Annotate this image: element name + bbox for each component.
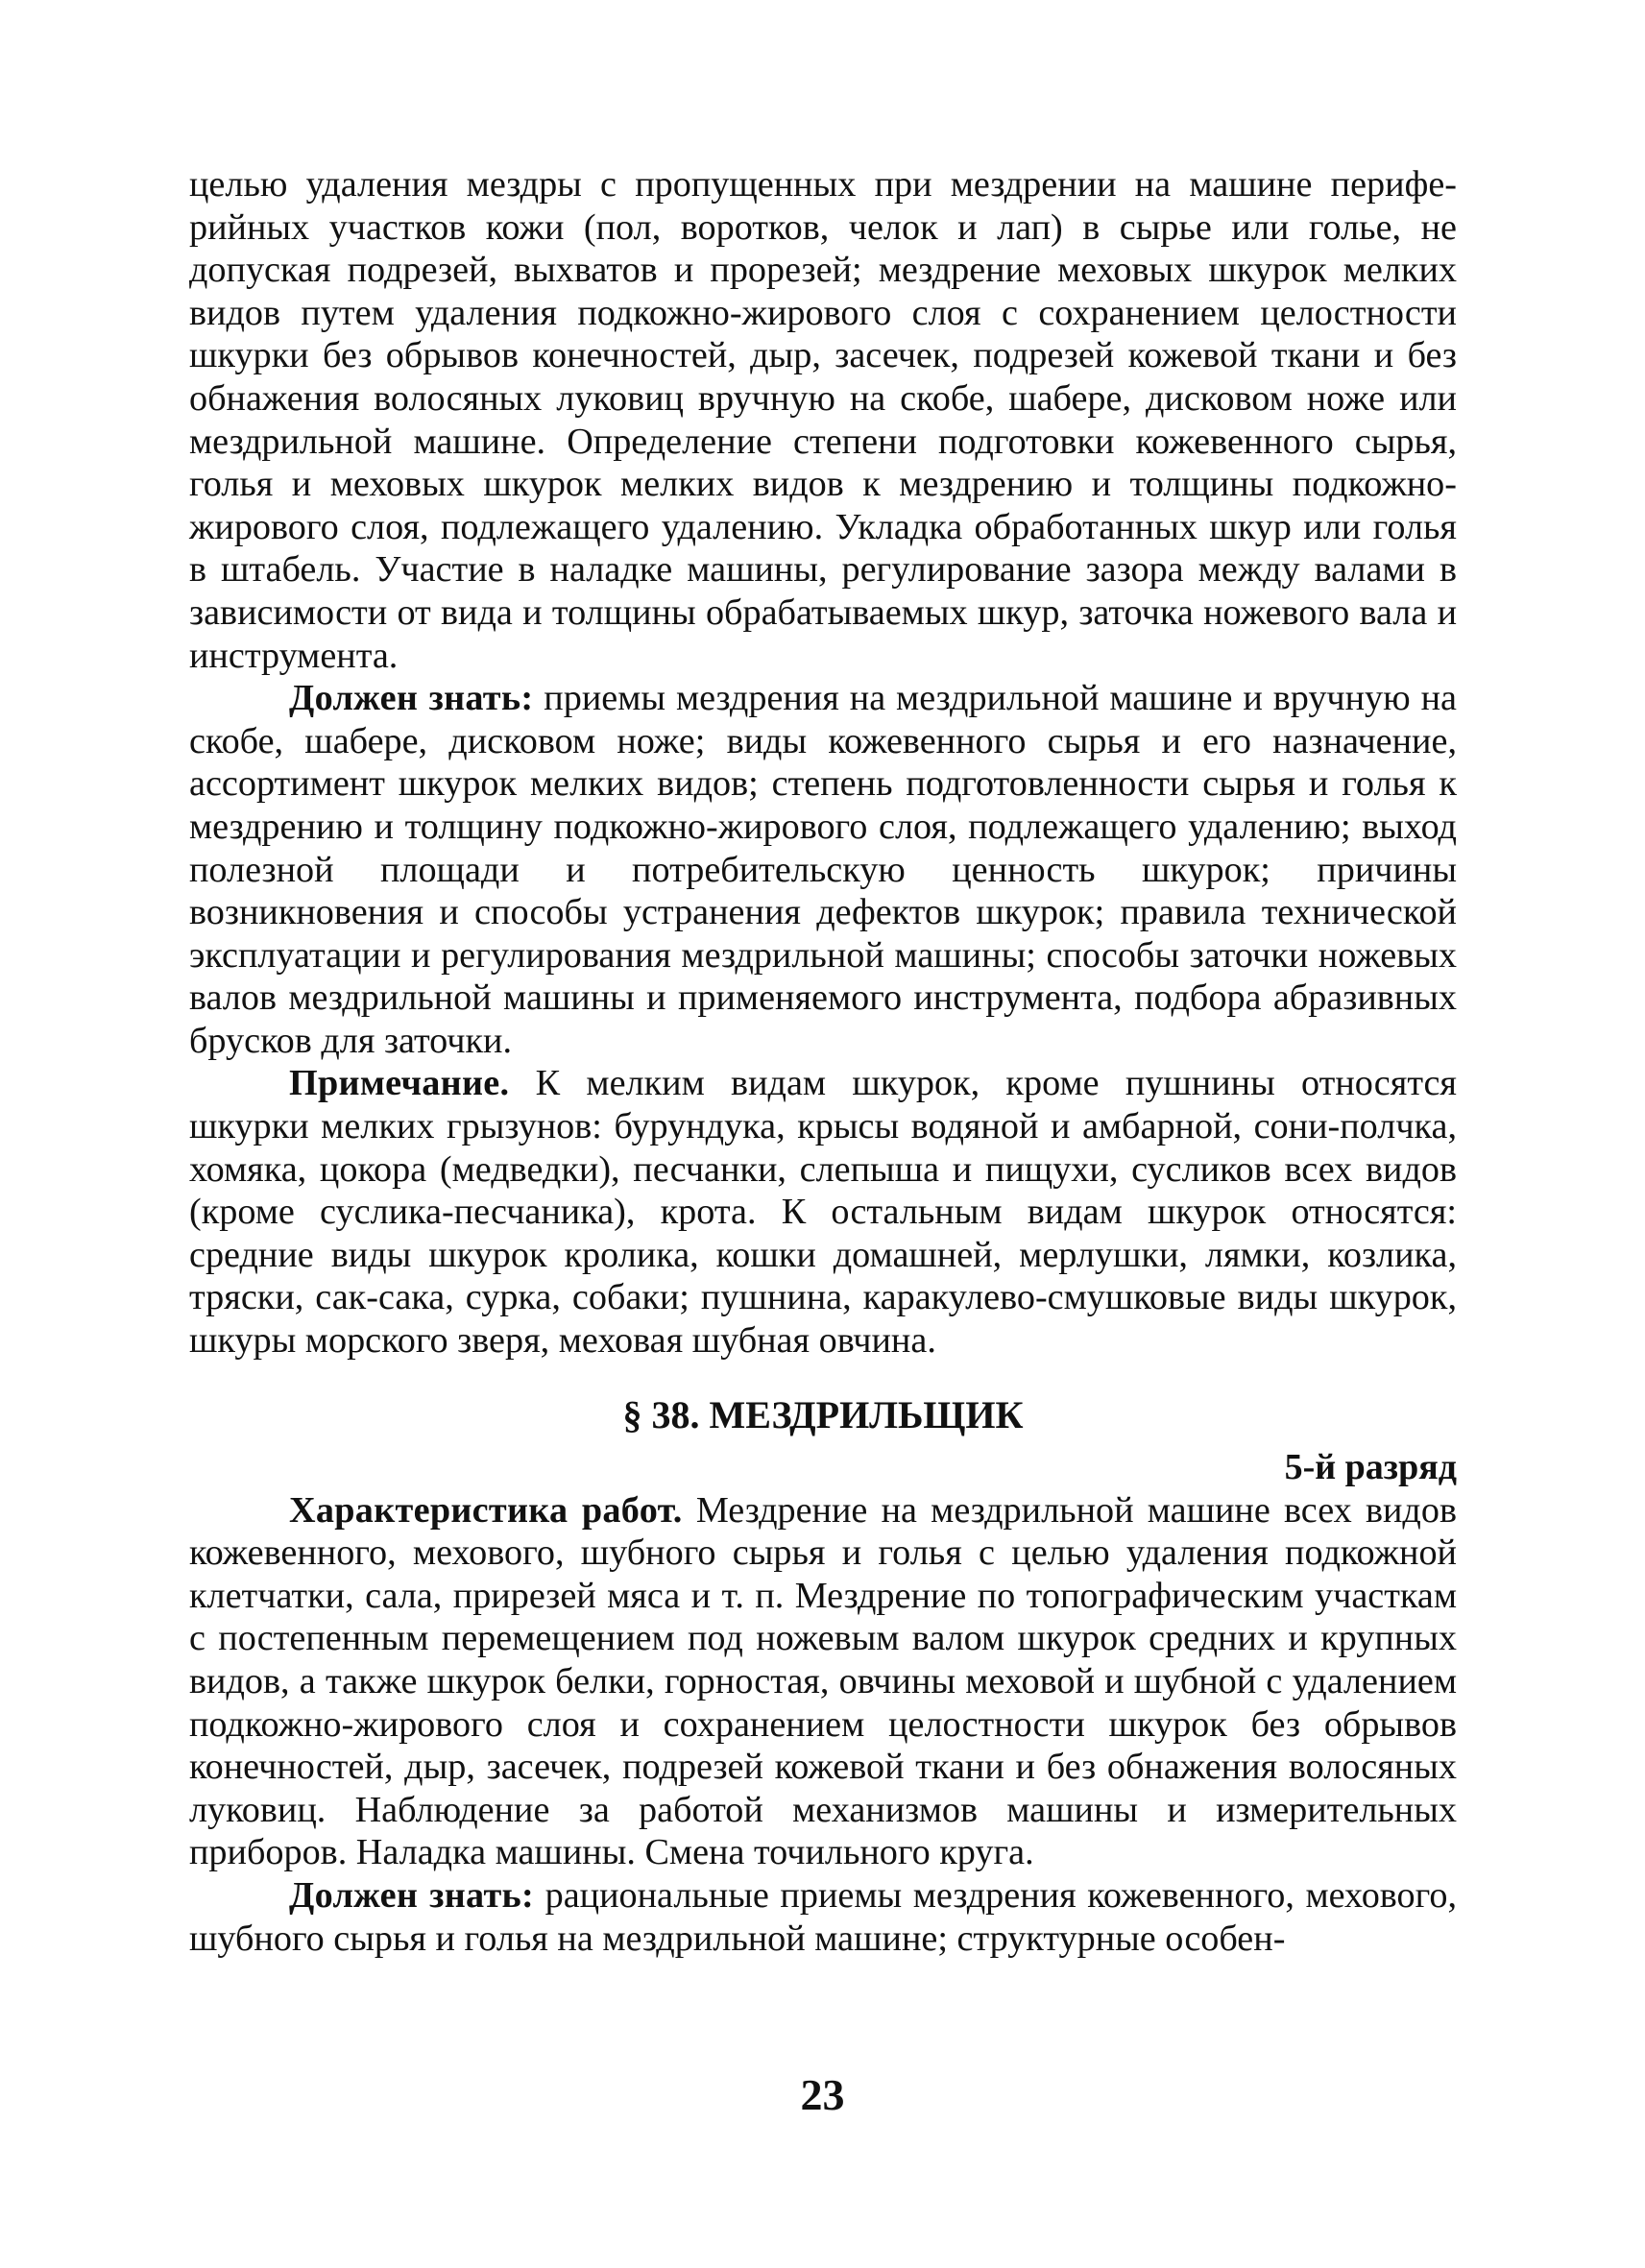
paragraph-work-characteristics — [189, 1489, 1457, 1874]
paragraph-text: приемы мездрения на мездрильной машине и вручную на скобе, шабере, дисковом ноже; виды кожевенного сырья и его назначение, ассортимент шкурок мелких видов; степень подготовленности сырья и голья к мездрению и толщину подкожно-жирового слоя, подлежащего удалению; выход полезной площади и потребительскую ценность шкурок; причины возникновения и способы устранения дефектов шкурок; правила технической эксплуатации и регулирования мездрильной машины; способы заточки ножевых валов мездрильной машины и применяемого инструмента, подбора абразивных брусков для заточки. — [189, 678, 1457, 1061]
paragraph-text: рациональные приемы мездрения кожевенного, мехового, шубного сырья и голья на мездрильной машине; структурные особен- — [189, 1874, 1457, 1959]
paragraph-must-know-1 — [189, 677, 1457, 1062]
paragraph-lead: Должен знать: — [289, 678, 534, 719]
paragraph-continuation: целью удаления мездры с пропущенных при мездрении на машине периферийных участков кожи (пол, воротков, челок и лап) в сырье или голье, не допуская подрезей, выхватов и прорезей; мездрение меховых шкурок мелких видов путем удаления подкожно-жирового слоя с сохранением целостности шкурки без обрывов конечностей, дыр, засечек, подрезей кожевой ткани и без обнажения волосяных луковиц вручную на скобе, шабере, дисковом ноже или мездрильной машине. Определение степени подготовки кожевенного сырья, голья и меховых шкурок мелких видов к мездрению и толщины подкожно-жирового слоя, подлежащего удалению. Укладка обработанных шкур или голья в штабель. Участие в наладке машины, регулирование зазора между валами в зависимости от вида и толщины обрабатываемых шкур, заточка ножевого вала и инструмента. — [189, 164, 1457, 676]
paragraph-text: Мездрение на мездрильной машине всех видов кожевенного, мехового, шубного сырья и голья с целью удаления подкожной клетчатки, сала, прирезей мяса и т. п. Мездрение по топографическим участкам с постепенным перемещением под ножевым валом шкурок средних и крупных видов, а также шкурок белки, горностая, овчины меховой и шубной с удалением подкожно-жирового слоя и сохранением целостности шкурок без обрывов конечностей, дыр, засечек, подрезей кожевой ткани и без обнажения волосяных луковиц. Наблюдение за работой механизмов машины и измерительных приборов. Наладка машины. Смена точильного круга. — [189, 1489, 1457, 1873]
grade-label: 5-й разряд — [1284, 1446, 1457, 1487]
page-number: 23 — [800, 2070, 845, 2119]
paragraph-lead: Должен знать: — [289, 1874, 535, 1916]
paragraph-text: К мелким видам шкурок, кроме пушнины относятся шкурки мелких грызунов: бурундука, крысы водяной и амбарной, сони-полчка, хомяка, цокора (медведки), песчанки, слепыша и пищухи, сусликов всех видов (кроме суслика-песчаника), крота. К остальным видам шкурок относятся: средние виды шкурок кролика, кошки домашней, мерлушки, лямки, козлика, тряски, сак-сака, сурка, собаки; пушнина, каракулево-смушковые виды шкурок, шкуры морского зверя, меховая шубная овчина. — [189, 1063, 1457, 1362]
section-title: § 38. МЕЗДРИЛЬЩИК — [622, 1392, 1024, 1436]
document-page — [189, 163, 1457, 1960]
paragraph-note — [189, 1062, 1457, 1362]
paragraph-lead: Характеристика работ. — [289, 1489, 683, 1531]
paragraph-lead: Примечание. — [289, 1063, 510, 1104]
paragraph-must-know-2 — [189, 1874, 1457, 1960]
